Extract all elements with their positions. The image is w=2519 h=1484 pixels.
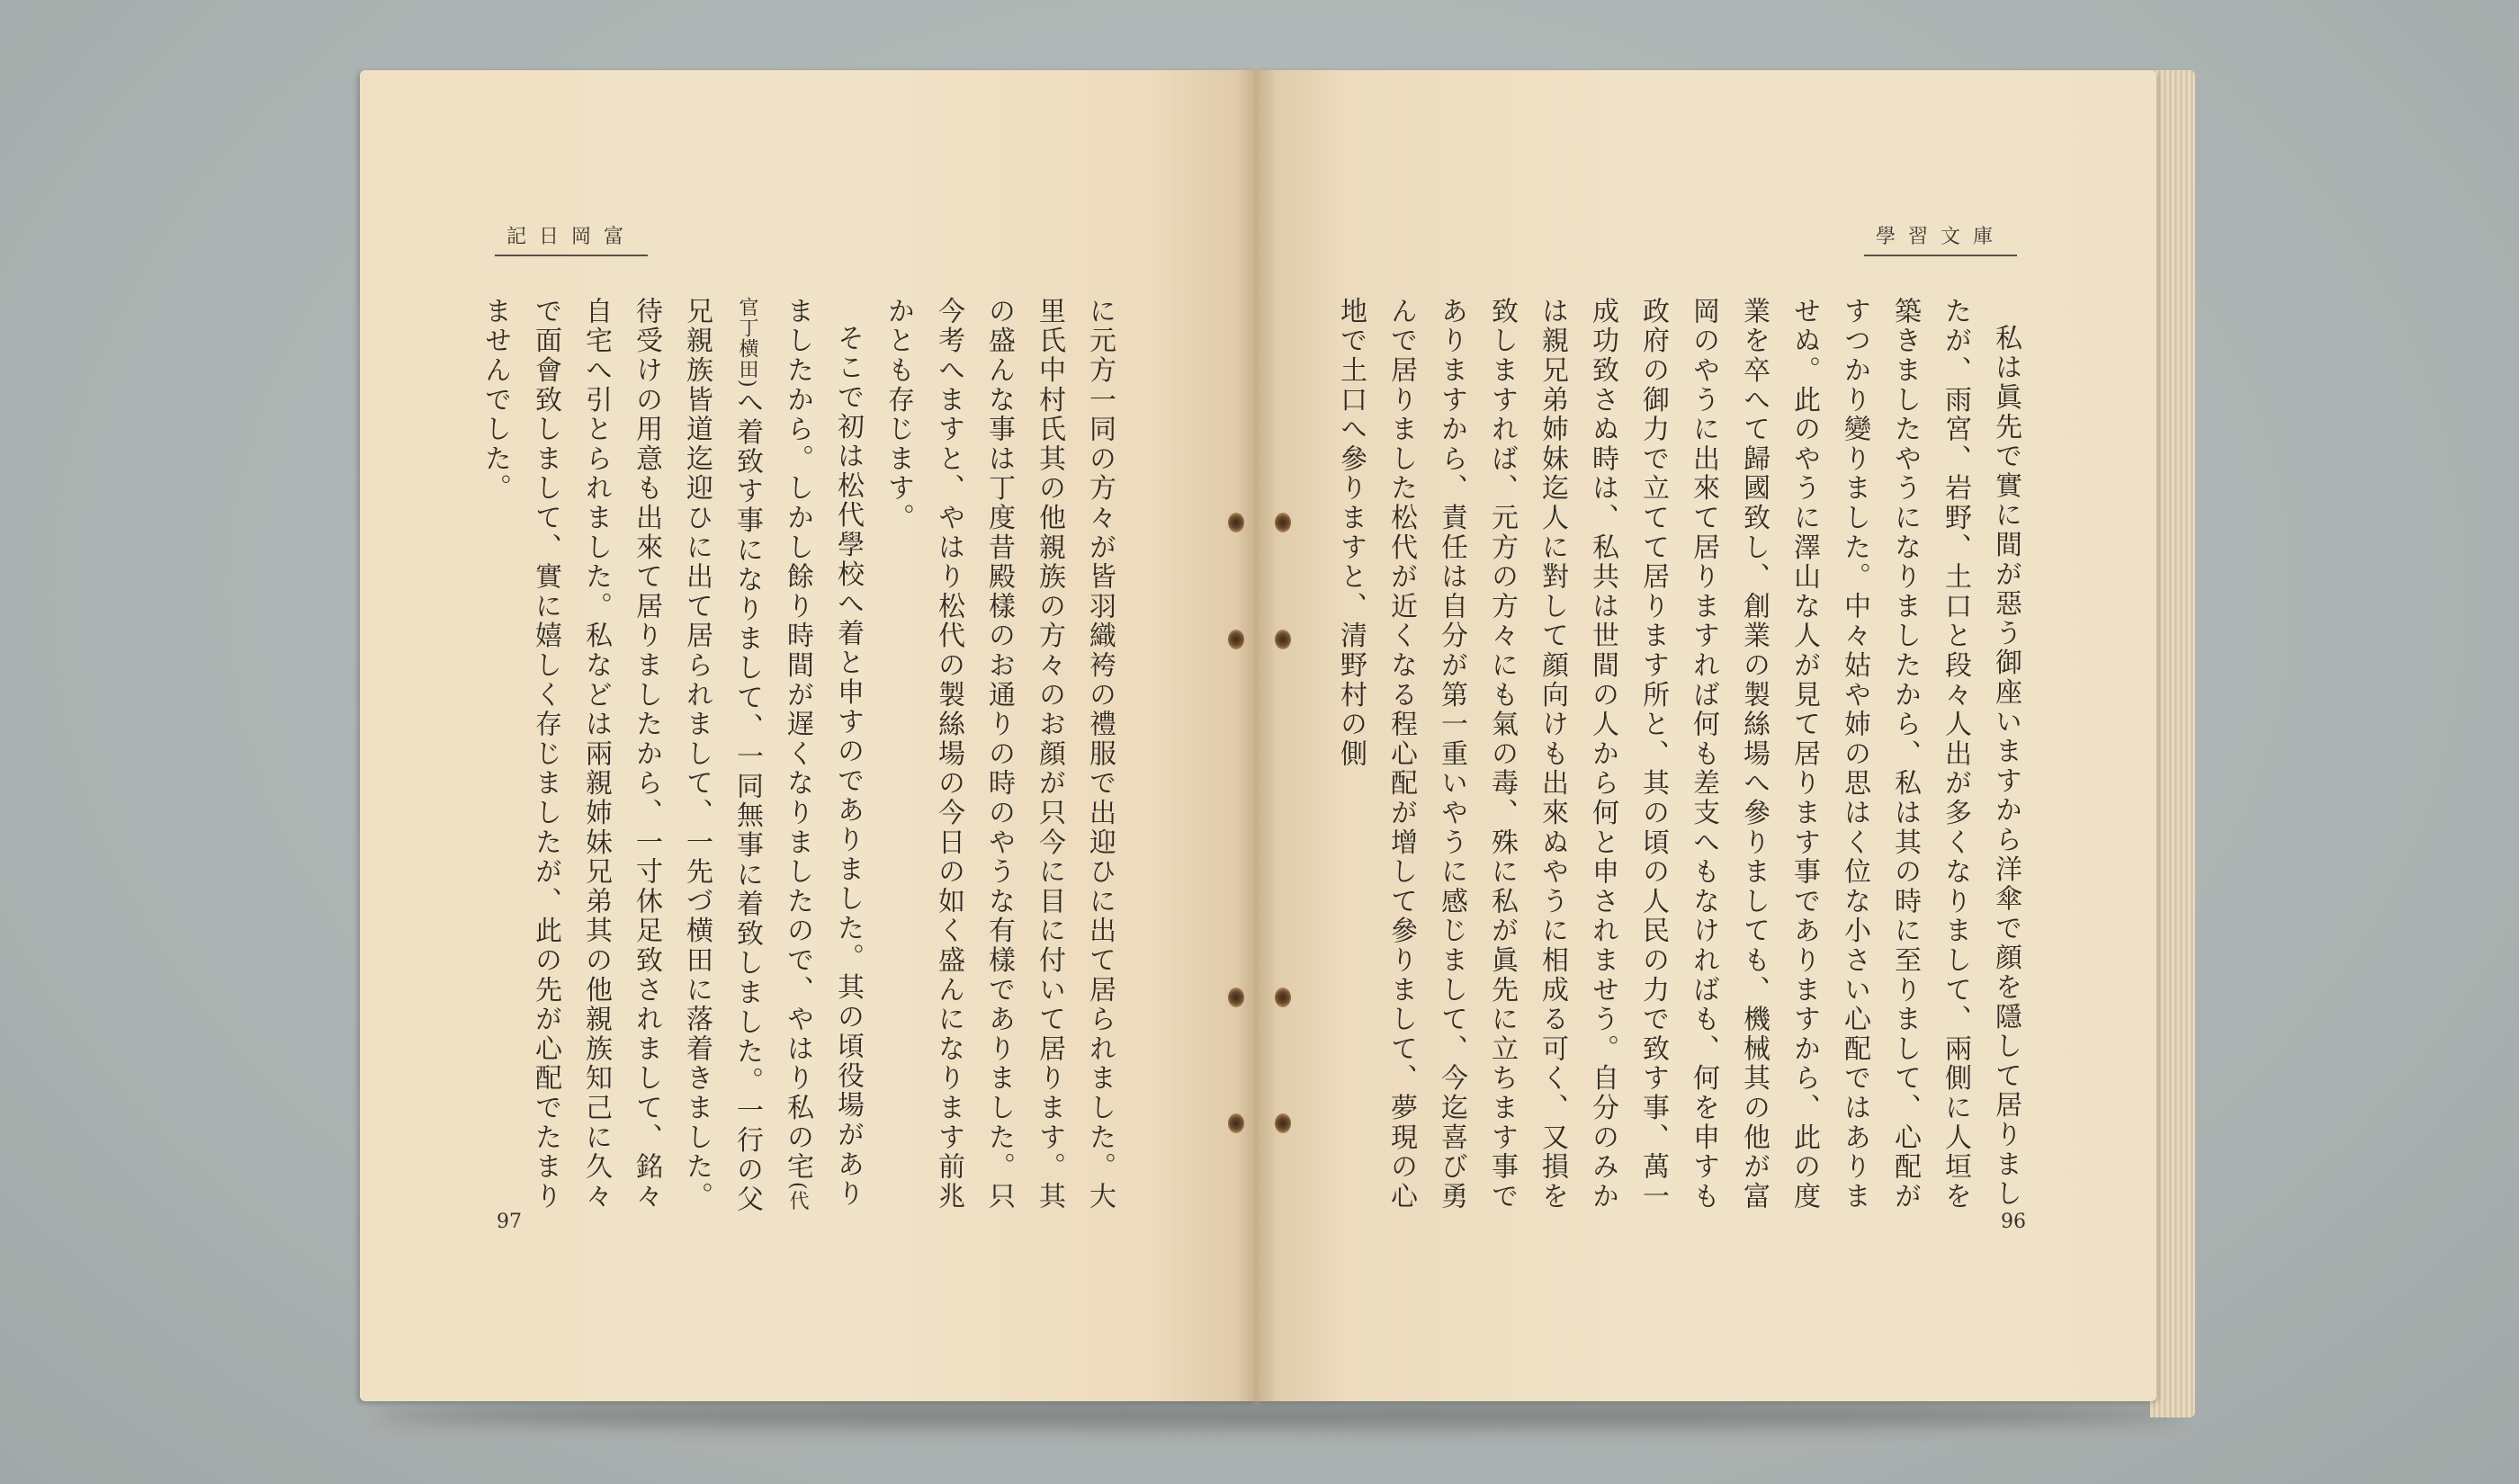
- open-book: [360, 70, 2195, 1419]
- left-body-text: [480, 297, 1125, 1214]
- left-inline-note: (代官丁横田): [736, 297, 809, 1211]
- left-running-head: 記日岡富: [495, 221, 648, 256]
- binding-hole: [1228, 1113, 1244, 1133]
- left-paragraph: [470, 297, 873, 1214]
- binding-hole: [1228, 988, 1244, 1007]
- binding-hole: [1275, 513, 1291, 532]
- binding-hole: [1275, 988, 1291, 1007]
- right-page: [1257, 70, 2156, 1401]
- right-page-number: 96: [2001, 1211, 2026, 1233]
- page-stack-edge: [2150, 70, 2195, 1417]
- binding-holes: [1224, 70, 1295, 1401]
- left-page: [360, 70, 1257, 1401]
- binding-hole: [1228, 513, 1244, 532]
- binding-hole: [1275, 630, 1291, 649]
- binding-hole: [1228, 630, 1244, 649]
- binding-hole: [1275, 1113, 1291, 1133]
- right-body-text: [1335, 297, 2030, 1214]
- left-paragraph-part: へ着致す事になりまして、一同無事に着致しました。一行の父兄親族皆道迄迎ひに出て居られまして、一先づ横田に落着きました。待受けの用意も出來て居りましたから、一寸休足致されまして、銘々自宅へ引とられました。私などは兩親姉妹兄弟其の他親族知己に久々で面會致しまして、實に嬉しく存じましたが、此の先が心配でたまりませんでした。: [480, 297, 763, 1214]
- left-paragraph: に元方一同の方々が皆羽織袴の禮服で出迎ひに出て居られました。大里氏中村氏其の他親族の方々のお顔が只今に目に付いて居ります。其の盛んな事は丁度昔殿樣のお通りの時のやうな有樣でありました。只今考へますと、やはり松代の製絲場の今日の如く盛んになります前兆かとも存じます。: [883, 297, 1116, 1211]
- left-paragraph-part: そこで初は松代學校へ着と申すのでありました。其の頃役場がありましたから。しかし餘り時間が遅くなりましたので、やはり私の宅: [782, 297, 864, 1209]
- right-running-head: 學習文庫: [1864, 221, 2017, 256]
- book-shadow: [376, 1401, 2184, 1428]
- right-paragraph: 私は眞先で實に間が惡う御座いますから洋傘で顔を隱して居りましたが、雨宮、岩野、土口と段々人出が多くなりまして、兩側に人垣を築きましたやうになりましたから、私は其の時に至りまして、心配がすつかり變りました。中々姑や姉の思はく位な小さい心配ではありませぬ。此のやうに澤山な人が見て居ります事でありますから、此の度業を卒へて歸國致し、創業の製絲場へ參りましても、機械其の他が富岡のやうに出來て居りますれば何も差支へもなければも、何を申すも政府の御力で立てて居ります所と、其の頃の人民の力で致す事、萬一成功致さぬ時は、私共は世間の人から何と申されませう。自分のみかは親兄弟姉妹迄人に對して顔向けも出來ぬやうに相成る可く、又損を致しますれば、元方の方々にも氣の毒、殊に私が眞先に立ちます事でありますから、責任は自分が第一重いやうに感じまして、今迄喜び勇んで居りました松代が近くなる程心配が增して參りまして、夢現の心地で土口へ參りますと、清野村の側: [1335, 297, 2021, 1211]
- left-page-number: 97: [497, 1211, 522, 1233]
